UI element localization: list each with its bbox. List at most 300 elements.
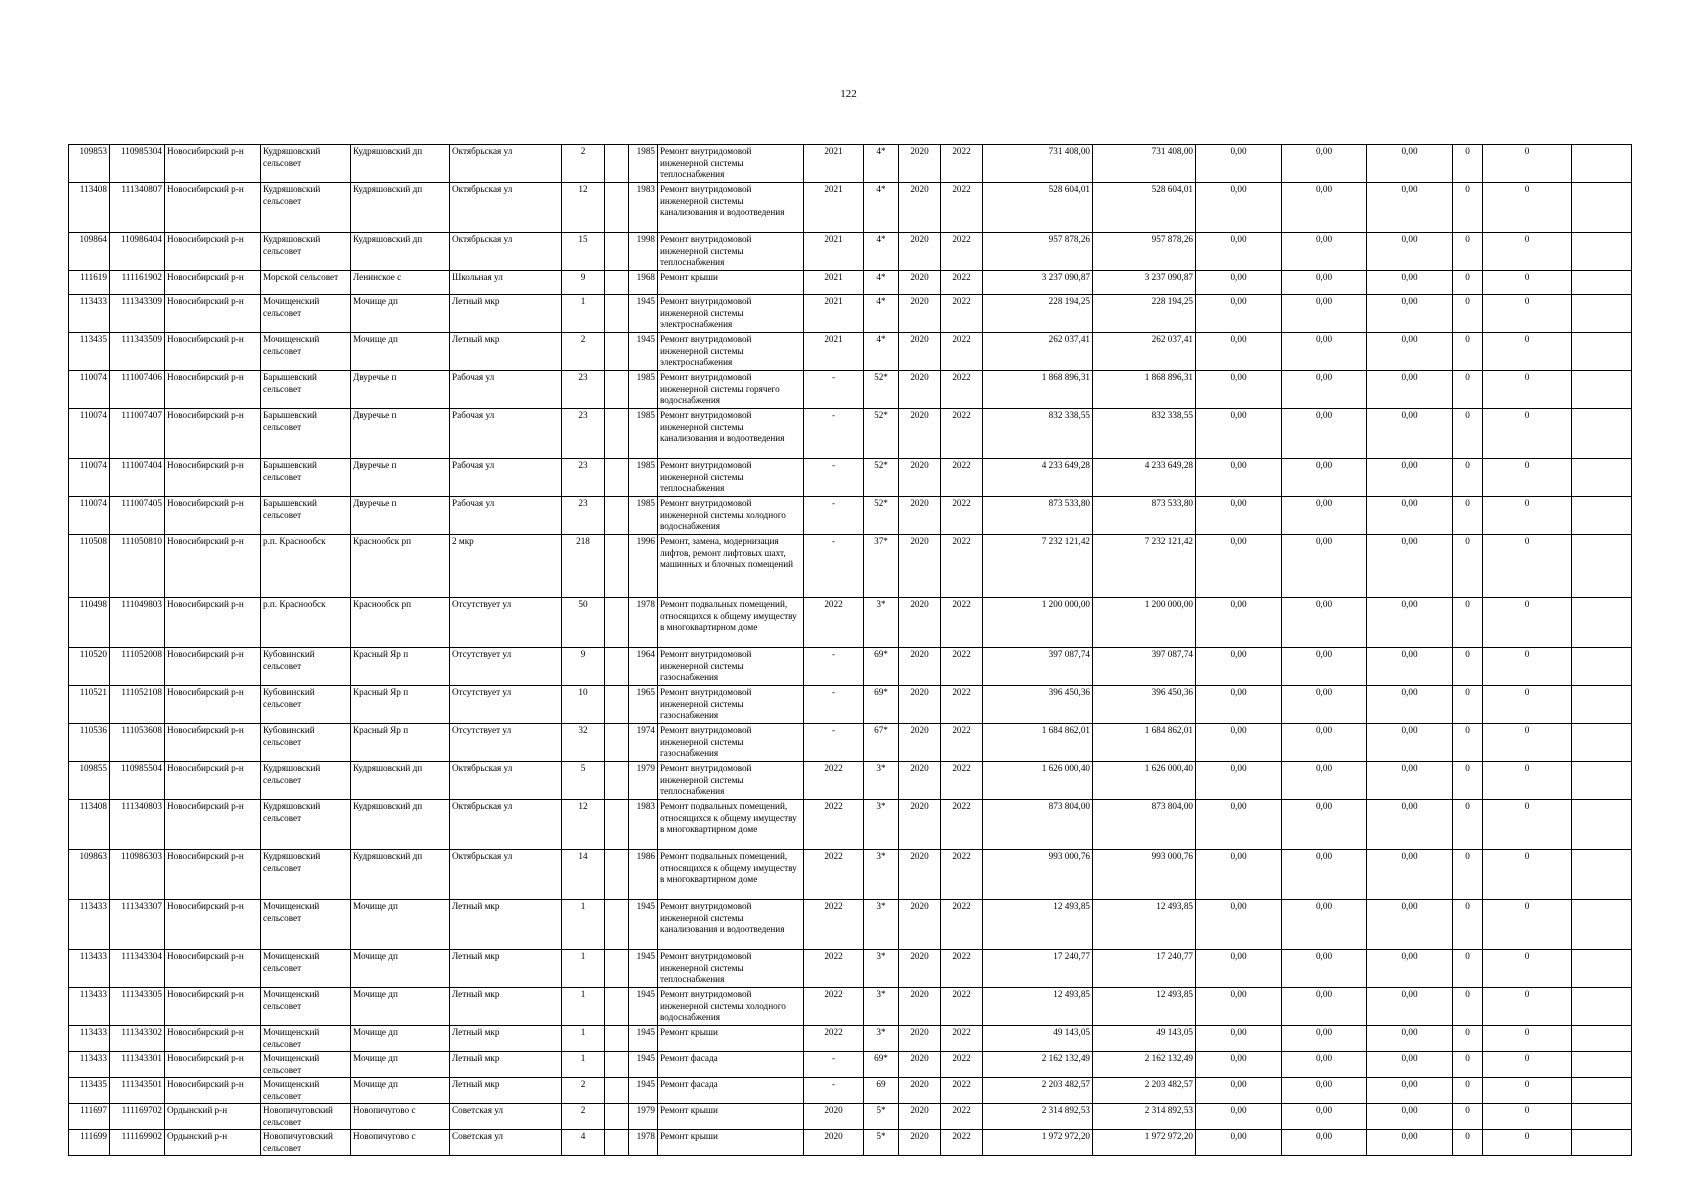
- cell-cost-total: 2 314 892,53: [983, 1104, 1093, 1130]
- cell-work-type: Ремонт крыши: [658, 1026, 804, 1052]
- cell-nv-code: 69: [864, 1078, 899, 1104]
- table-row: [69, 1078, 1632, 1104]
- cell-note: [1572, 724, 1632, 762]
- cell-cost-total: 396 450,36: [983, 686, 1093, 724]
- cell-district: Новосибирский р-н: [165, 762, 261, 800]
- cell-cost-federal: 0,00: [1196, 686, 1282, 724]
- table-row: [69, 900, 1632, 950]
- cell-plan-year: 2022: [804, 762, 864, 800]
- cell-end-year: 2022: [941, 497, 983, 535]
- cell-settlement: Кудряшовский сельсовет: [261, 233, 351, 271]
- cell-house-number: 23: [562, 409, 605, 459]
- cell-note: [1572, 1104, 1632, 1130]
- cell-count-a: 0: [1453, 686, 1483, 724]
- cell-build-year: 1996: [629, 535, 658, 598]
- cell-build-year: 1945: [629, 900, 658, 950]
- cell-locality: Мочище дп: [351, 988, 450, 1026]
- cell-cost-total: 4 233 649,28: [983, 459, 1093, 497]
- cell-cost-regional: 0,00: [1282, 1026, 1367, 1052]
- cell-object-id: 110520: [69, 648, 110, 686]
- cell-count-b: 0: [1483, 598, 1572, 648]
- cell-element-id: 111052108: [110, 686, 165, 724]
- cell-end-year: 2022: [941, 950, 983, 988]
- cell-note: [1572, 762, 1632, 800]
- cell-cost-federal: 0,00: [1196, 1052, 1282, 1078]
- cell-build-year: 1985: [629, 409, 658, 459]
- cell-street: Рабочая ул: [450, 371, 562, 409]
- cell-locality: Мочище дп: [351, 1026, 450, 1052]
- cell-start-year: 2020: [899, 762, 941, 800]
- cell-cost-regional: 0,00: [1282, 145, 1367, 183]
- cell-build-year: 1985: [629, 459, 658, 497]
- cell-plan-year: 2021: [804, 233, 864, 271]
- cell-street: Летный мкр: [450, 333, 562, 371]
- cell-cost-subsidy: 2 314 892,53: [1093, 1104, 1196, 1130]
- cell-cost-local: 0,00: [1367, 1104, 1453, 1130]
- cell-cost-regional: 0,00: [1282, 497, 1367, 535]
- cell-end-year: 2022: [941, 686, 983, 724]
- cell-element-id: 111161902: [110, 271, 165, 295]
- cell-house-number: 23: [562, 497, 605, 535]
- cell-cost-total: 2 203 482,57: [983, 1078, 1093, 1104]
- cell-cost-federal: 0,00: [1196, 459, 1282, 497]
- cell-nv-code: 4*: [864, 145, 899, 183]
- cell-note: [1572, 988, 1632, 1026]
- cell-count-b: 0: [1483, 409, 1572, 459]
- cell-element-id: 111340803: [110, 800, 165, 850]
- cell-note: [1572, 598, 1632, 648]
- cell-cost-federal: 0,00: [1196, 535, 1282, 598]
- cell-work-type: Ремонт, замена, модернизация лифтов, ремонт лифтовых шахт, машинных и блочных помещений: [658, 535, 804, 598]
- cell-count-b: 0: [1483, 1130, 1572, 1156]
- cell-cost-federal: 0,00: [1196, 724, 1282, 762]
- cell-object-id: 110074: [69, 459, 110, 497]
- cell-cost-local: 0,00: [1367, 371, 1453, 409]
- cell-nv-code: 52*: [864, 409, 899, 459]
- cell-nv-code: 4*: [864, 233, 899, 271]
- cell-cost-total: 2 162 132,49: [983, 1052, 1093, 1078]
- cell-house-number: 2: [562, 145, 605, 183]
- cell-settlement: Кудряшовский сельсовет: [261, 850, 351, 900]
- cell-count-a: 0: [1453, 1104, 1483, 1130]
- cell-element-id: 111007406: [110, 371, 165, 409]
- cell-house-number: 1: [562, 1026, 605, 1052]
- cell-build-year: 1945: [629, 1052, 658, 1078]
- cell-nv-code: 3*: [864, 598, 899, 648]
- cell-nv-code: 67*: [864, 724, 899, 762]
- cell-cost-local: 0,00: [1367, 1078, 1453, 1104]
- cell-locality: Красный Яр п: [351, 724, 450, 762]
- cell-cost-total: 873 804,00: [983, 800, 1093, 850]
- cell-build-year: 1945: [629, 295, 658, 333]
- cell-work-type: Ремонт внутридомовой инженерной системы холодного водоснабжения: [658, 497, 804, 535]
- cell-start-year: 2020: [899, 295, 941, 333]
- cell-cost-federal: 0,00: [1196, 271, 1282, 295]
- cell-note: [1572, 183, 1632, 233]
- cell-cost-subsidy: 7 232 121,42: [1093, 535, 1196, 598]
- table-row: [69, 648, 1632, 686]
- table-row: [69, 800, 1632, 850]
- cell-house-number: 218: [562, 535, 605, 598]
- cell-element-id: 111343307: [110, 900, 165, 950]
- cell-count-b: 0: [1483, 145, 1572, 183]
- cell-district: Новосибирский р-н: [165, 1026, 261, 1052]
- cell-object-id: 111697: [69, 1104, 110, 1130]
- cell-work-type: Ремонт фасада: [658, 1052, 804, 1078]
- cell-plan-year: 2021: [804, 183, 864, 233]
- cell-settlement: Барышевский сельсовет: [261, 459, 351, 497]
- cell-nv-code: 5*: [864, 1104, 899, 1130]
- cell-object-id: 110508: [69, 535, 110, 598]
- cell-plan-year: 2020: [804, 1130, 864, 1156]
- cell-build-year: 1985: [629, 145, 658, 183]
- cell-locality: Двуречье п: [351, 497, 450, 535]
- cell-settlement: Кудряшовский сельсовет: [261, 183, 351, 233]
- cell-cost-total: 957 878,26: [983, 233, 1093, 271]
- cell-element-id: 110985304: [110, 145, 165, 183]
- cell-settlement: Кудряшовский сельсовет: [261, 145, 351, 183]
- cell-object-id: 113433: [69, 295, 110, 333]
- cell-build-year: 1983: [629, 183, 658, 233]
- cell-district: Новосибирский р-н: [165, 648, 261, 686]
- cell-build-year: 1945: [629, 1026, 658, 1052]
- cell-plan-year: -: [804, 535, 864, 598]
- cell-note: [1572, 900, 1632, 950]
- cell-cost-total: 873 533,80: [983, 497, 1093, 535]
- cell-note: [1572, 233, 1632, 271]
- cell-start-year: 2020: [899, 598, 941, 648]
- cell-settlement: Кубовинский сельсовет: [261, 686, 351, 724]
- cell-cost-total: 262 037,41: [983, 333, 1093, 371]
- cell-locality: Кудряшовский дп: [351, 183, 450, 233]
- cell-note: [1572, 648, 1632, 686]
- cell-start-year: 2020: [899, 409, 941, 459]
- cell-street: Рабочая ул: [450, 497, 562, 535]
- cell-note: [1572, 950, 1632, 988]
- cell-count-b: 0: [1483, 724, 1572, 762]
- cell-element-id: 110985504: [110, 762, 165, 800]
- cell-cost-regional: 0,00: [1282, 333, 1367, 371]
- cell-start-year: 2020: [899, 233, 941, 271]
- cell-house-number: 4: [562, 1130, 605, 1156]
- cell-house-letter: [605, 648, 629, 686]
- cell-work-type: Ремонт внутридомовой инженерной системы электроснабжения: [658, 333, 804, 371]
- cell-cost-subsidy: 873 804,00: [1093, 800, 1196, 850]
- cell-start-year: 2020: [899, 1130, 941, 1156]
- cell-start-year: 2020: [899, 271, 941, 295]
- cell-count-a: 0: [1453, 762, 1483, 800]
- cell-cost-subsidy: 4 233 649,28: [1093, 459, 1196, 497]
- cell-district: Новосибирский р-н: [165, 497, 261, 535]
- cell-note: [1572, 409, 1632, 459]
- cell-object-id: 109855: [69, 762, 110, 800]
- table-row: [69, 371, 1632, 409]
- cell-house-number: 9: [562, 271, 605, 295]
- cell-house-number: 2: [562, 1104, 605, 1130]
- cell-note: [1572, 1078, 1632, 1104]
- cell-plan-year: 2022: [804, 1026, 864, 1052]
- cell-locality: Новопичугово с: [351, 1130, 450, 1156]
- cell-cost-local: 0,00: [1367, 900, 1453, 950]
- cell-count-b: 0: [1483, 459, 1572, 497]
- cell-cost-federal: 0,00: [1196, 648, 1282, 686]
- table-row: [69, 333, 1632, 371]
- cell-build-year: 1964: [629, 648, 658, 686]
- cell-settlement: Мочищенский сельсовет: [261, 295, 351, 333]
- cell-nv-code: 4*: [864, 333, 899, 371]
- cell-object-id: 111699: [69, 1130, 110, 1156]
- cell-plan-year: -: [804, 724, 864, 762]
- cell-street: Рабочая ул: [450, 409, 562, 459]
- cell-count-a: 0: [1453, 409, 1483, 459]
- cell-cost-regional: 0,00: [1282, 183, 1367, 233]
- table-row: [69, 233, 1632, 271]
- cell-count-b: 0: [1483, 1026, 1572, 1052]
- cell-cost-local: 0,00: [1367, 145, 1453, 183]
- cell-locality: Двуречье п: [351, 459, 450, 497]
- cell-build-year: 1986: [629, 850, 658, 900]
- cell-cost-total: 731 408,00: [983, 145, 1093, 183]
- cell-count-b: 0: [1483, 535, 1572, 598]
- cell-street: Летный мкр: [450, 295, 562, 333]
- cell-build-year: 1974: [629, 724, 658, 762]
- cell-district: Новосибирский р-н: [165, 145, 261, 183]
- cell-plan-year: -: [804, 686, 864, 724]
- cell-work-type: Ремонт внутридомовой инженерной системы теплоснабжения: [658, 145, 804, 183]
- cell-district: Новосибирский р-н: [165, 800, 261, 850]
- cell-element-id: 110986404: [110, 233, 165, 271]
- cell-settlement: Кудряшовский сельсовет: [261, 762, 351, 800]
- cell-house-letter: [605, 1026, 629, 1052]
- cell-object-id: 113408: [69, 800, 110, 850]
- cell-work-type: Ремонт подвальных помещений, относящихся к общему имуществу в многоквартирном доме: [658, 800, 804, 850]
- cell-start-year: 2020: [899, 850, 941, 900]
- table-row: [69, 598, 1632, 648]
- cell-cost-subsidy: 396 450,36: [1093, 686, 1196, 724]
- cell-house-letter: [605, 271, 629, 295]
- cell-locality: Краснообск рп: [351, 535, 450, 598]
- cell-work-type: Ремонт подвальных помещений, относящихся к общему имуществу в многоквартирном доме: [658, 598, 804, 648]
- cell-nv-code: 3*: [864, 800, 899, 850]
- cell-street: Отсутствует ул: [450, 724, 562, 762]
- cell-count-a: 0: [1453, 333, 1483, 371]
- cell-settlement: Кубовинский сельсовет: [261, 648, 351, 686]
- cell-object-id: 113433: [69, 900, 110, 950]
- table-row: [69, 988, 1632, 1026]
- cell-count-b: 0: [1483, 648, 1572, 686]
- table-row: [69, 724, 1632, 762]
- cell-note: [1572, 295, 1632, 333]
- cell-house-letter: [605, 724, 629, 762]
- cell-work-type: Ремонт крыши: [658, 1130, 804, 1156]
- table-body: [69, 145, 1632, 1156]
- cell-district: Новосибирский р-н: [165, 988, 261, 1026]
- cell-note: [1572, 800, 1632, 850]
- cell-street: Советская ул: [450, 1130, 562, 1156]
- cell-cost-local: 0,00: [1367, 724, 1453, 762]
- cell-element-id: 111053608: [110, 724, 165, 762]
- cell-cost-local: 0,00: [1367, 648, 1453, 686]
- cell-cost-regional: 0,00: [1282, 800, 1367, 850]
- cell-object-id: 113408: [69, 183, 110, 233]
- cell-house-number: 15: [562, 233, 605, 271]
- cell-plan-year: -: [804, 648, 864, 686]
- cell-house-letter: [605, 900, 629, 950]
- cell-locality: Двуречье п: [351, 409, 450, 459]
- cell-cost-regional: 0,00: [1282, 1104, 1367, 1130]
- table-row: [69, 409, 1632, 459]
- cell-cost-total: 993 000,76: [983, 850, 1093, 900]
- cell-object-id: 110536: [69, 724, 110, 762]
- table-row: [69, 145, 1632, 183]
- cell-count-b: 0: [1483, 988, 1572, 1026]
- cell-nv-code: 37*: [864, 535, 899, 598]
- cell-cost-total: 528 604,01: [983, 183, 1093, 233]
- cell-build-year: 1945: [629, 1078, 658, 1104]
- cell-nv-code: 69*: [864, 686, 899, 724]
- cell-element-id: 111052008: [110, 648, 165, 686]
- cell-nv-code: 3*: [864, 900, 899, 950]
- table-row: [69, 1026, 1632, 1052]
- cell-work-type: Ремонт внутридомовой инженерной системы газоснабжения: [658, 648, 804, 686]
- cell-start-year: 2020: [899, 1104, 941, 1130]
- cell-settlement: Новопичуговский сельсовет: [261, 1104, 351, 1130]
- cell-cost-total: 17 240,77: [983, 950, 1093, 988]
- cell-object-id: 113433: [69, 1052, 110, 1078]
- cell-district: Новосибирский р-н: [165, 950, 261, 988]
- cell-count-b: 0: [1483, 271, 1572, 295]
- cell-cost-total: 832 338,55: [983, 409, 1093, 459]
- cell-cost-subsidy: 12 493,85: [1093, 900, 1196, 950]
- cell-locality: Краснообск рп: [351, 598, 450, 648]
- cell-plan-year: 2021: [804, 145, 864, 183]
- cell-settlement: Кубовинский сельсовет: [261, 724, 351, 762]
- cell-note: [1572, 535, 1632, 598]
- cell-object-id: 110074: [69, 371, 110, 409]
- cell-end-year: 2022: [941, 1052, 983, 1078]
- cell-house-number: 32: [562, 724, 605, 762]
- cell-build-year: 1978: [629, 1130, 658, 1156]
- cell-cost-local: 0,00: [1367, 459, 1453, 497]
- cell-cost-federal: 0,00: [1196, 988, 1282, 1026]
- cell-settlement: Мочищенский сельсовет: [261, 900, 351, 950]
- cell-locality: Кудряшовский дп: [351, 762, 450, 800]
- cell-count-b: 0: [1483, 183, 1572, 233]
- cell-cost-local: 0,00: [1367, 295, 1453, 333]
- cell-cost-federal: 0,00: [1196, 233, 1282, 271]
- cell-house-letter: [605, 535, 629, 598]
- cell-house-letter: [605, 497, 629, 535]
- cell-build-year: 1945: [629, 333, 658, 371]
- cell-cost-total: 7 232 121,42: [983, 535, 1093, 598]
- cell-element-id: 111343509: [110, 333, 165, 371]
- cell-cost-local: 0,00: [1367, 1026, 1453, 1052]
- cell-locality: Мочище дп: [351, 1052, 450, 1078]
- cell-work-type: Ремонт подвальных помещений, относящихся к общему имуществу в многоквартирном доме: [658, 850, 804, 900]
- cell-end-year: 2022: [941, 598, 983, 648]
- cell-count-b: 0: [1483, 333, 1572, 371]
- cell-count-a: 0: [1453, 1078, 1483, 1104]
- cell-cost-regional: 0,00: [1282, 1078, 1367, 1104]
- cell-house-letter: [605, 1130, 629, 1156]
- cell-count-a: 0: [1453, 648, 1483, 686]
- cell-cost-total: 228 194,25: [983, 295, 1093, 333]
- cell-element-id: 111343301: [110, 1052, 165, 1078]
- cell-plan-year: -: [804, 497, 864, 535]
- cell-settlement: Мочищенский сельсовет: [261, 1026, 351, 1052]
- cell-cost-total: 3 237 090,87: [983, 271, 1093, 295]
- cell-work-type: Ремонт крыши: [658, 1104, 804, 1130]
- cell-cost-total: 1 200 000,00: [983, 598, 1093, 648]
- cell-note: [1572, 1026, 1632, 1052]
- cell-cost-regional: 0,00: [1282, 271, 1367, 295]
- cell-house-letter: [605, 1078, 629, 1104]
- cell-cost-regional: 0,00: [1282, 1052, 1367, 1078]
- cell-district: Ордынский р-н: [165, 1130, 261, 1156]
- cell-house-number: 1: [562, 950, 605, 988]
- cell-count-a: 0: [1453, 724, 1483, 762]
- cell-district: Новосибирский р-н: [165, 598, 261, 648]
- cell-end-year: 2022: [941, 333, 983, 371]
- cell-house-letter: [605, 145, 629, 183]
- cell-house-letter: [605, 598, 629, 648]
- cell-cost-federal: 0,00: [1196, 598, 1282, 648]
- cell-cost-local: 0,00: [1367, 800, 1453, 850]
- cell-locality: Красный Яр п: [351, 648, 450, 686]
- cell-note: [1572, 686, 1632, 724]
- cell-nv-code: 4*: [864, 183, 899, 233]
- cell-locality: Мочище дп: [351, 1078, 450, 1104]
- cell-count-b: 0: [1483, 762, 1572, 800]
- cell-end-year: 2022: [941, 1078, 983, 1104]
- cell-cost-federal: 0,00: [1196, 762, 1282, 800]
- cell-district: Новосибирский р-н: [165, 900, 261, 950]
- cell-cost-federal: 0,00: [1196, 1130, 1282, 1156]
- cell-object-id: 113435: [69, 1078, 110, 1104]
- cell-end-year: 2022: [941, 648, 983, 686]
- cell-nv-code: 69*: [864, 648, 899, 686]
- cell-count-a: 0: [1453, 295, 1483, 333]
- cell-settlement: Мочищенский сельсовет: [261, 333, 351, 371]
- repair-program-table: [68, 144, 1632, 1156]
- cell-cost-federal: 0,00: [1196, 371, 1282, 409]
- cell-house-letter: [605, 183, 629, 233]
- cell-build-year: 1985: [629, 497, 658, 535]
- cell-count-a: 0: [1453, 1052, 1483, 1078]
- cell-street: Летный мкр: [450, 1052, 562, 1078]
- cell-cost-local: 0,00: [1367, 988, 1453, 1026]
- cell-cost-subsidy: 731 408,00: [1093, 145, 1196, 183]
- cell-start-year: 2020: [899, 988, 941, 1026]
- cell-house-letter: [605, 800, 629, 850]
- cell-start-year: 2020: [899, 950, 941, 988]
- table-row: [69, 271, 1632, 295]
- cell-cost-subsidy: 993 000,76: [1093, 850, 1196, 900]
- cell-district: Новосибирский р-н: [165, 535, 261, 598]
- cell-element-id: 111343304: [110, 950, 165, 988]
- cell-build-year: 1978: [629, 598, 658, 648]
- cell-count-b: 0: [1483, 1052, 1572, 1078]
- cell-cost-subsidy: 2 162 132,49: [1093, 1052, 1196, 1078]
- cell-element-id: 111050810: [110, 535, 165, 598]
- cell-build-year: 1983: [629, 800, 658, 850]
- cell-start-year: 2020: [899, 648, 941, 686]
- cell-cost-regional: 0,00: [1282, 900, 1367, 950]
- cell-locality: Мочище дп: [351, 900, 450, 950]
- cell-cost-federal: 0,00: [1196, 850, 1282, 900]
- cell-end-year: 2022: [941, 371, 983, 409]
- cell-start-year: 2020: [899, 1078, 941, 1104]
